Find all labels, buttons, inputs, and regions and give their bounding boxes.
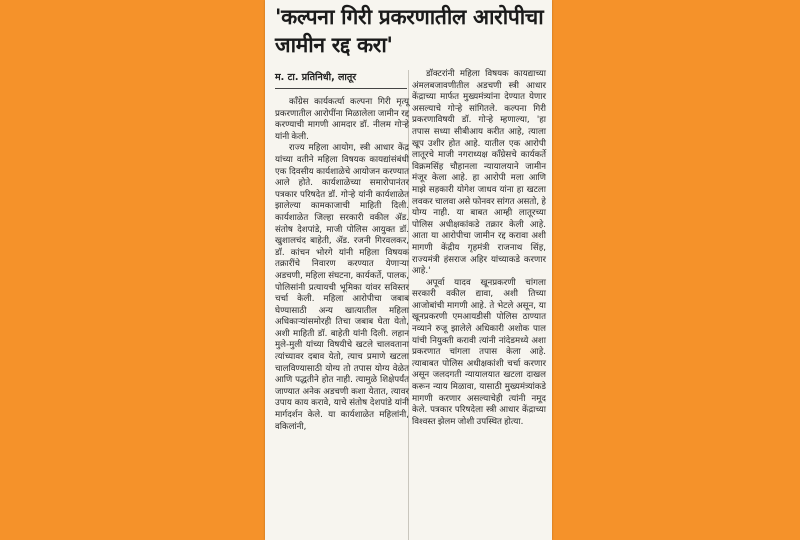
article-column-left bbox=[275, 97, 409, 433]
article-column-right bbox=[412, 69, 546, 428]
newspaper-clipping bbox=[265, 0, 552, 540]
byline-rule bbox=[275, 88, 407, 89]
article-headline: 'कल्पना गिरी प्रकरणातील आरोपीचा जामीन रद्द करा' bbox=[275, 5, 544, 57]
paragraph: अपूर्वा यादव खूनप्रकरणी चांगला सरकारी वकील द्यावा, अशी तिच्या आजोबांची मागणी आहे. ते भेटले असून, या खूनप्रकरणी एमआयडीसी पोलिस ठाण्यात नव्याने रुजू झालेले अधिकारी अशोक पाल यांची नियुक्ती करावी त्यांनी नांदेडमध्ये अशा प्रकरणात चांगला तपास केला आहे. त्याबाबत पोलिस अधीक्षकांशी चर्चा करणार असून जलदगती न्यायालयात खटला दाखल करून न्याय मिळावा, यासाठी मुख्यमंत्र्यांकडे मागणी करणार असल्याचेही त्यांनी नमूद केले. पत्रकार परिषदेला स्त्री आधार केंद्राच्या विश्वस्त झेलम जोशी उपस्थित होत्या. bbox=[412, 277, 546, 427]
paragraph: काँग्रेस कार्यकर्त्या कल्पना गिरी मृत्यू प्रकरणातील आरोपींना मिळालेला जामीन रद्द करण्याची मागणी आमदार डॉ. नीलम गोऱ्हे यांनी केली. bbox=[275, 97, 409, 142]
paragraph: राज्य महिला आयोग, स्त्री आधार केंद्र यांच्या वतीने महिला विषयक कायद्यांसंबंधी एक दिवसीय कार्यशाळेचे आयोजन करण्यात आले होते. कार्यशाळेच्या समारोपानंतर पत्रकार परिषदेत डॉ. गोऱ्हे यांनी कार्यशाळेत झालेल्या कामकाजाची माहिती दिली. कार्यशाळेत जिल्हा सरकारी वकील ॲड. संतोष देशपांडे, माजी पोलिस आयुक्त डॉ. खुशालचंद बाहेती, ॲड. रजनी गिरवलकर, डॉ. कांचन भोरगे यांनी महिला विषयक तक्रारींचे निवारण करण्यात येणाऱ्या अडचणी, महिला संघटना, कार्यकर्ते, पालक, पोलिसांनी प्रत्यायची भूमिका यांवर सविस्तर चर्चा केली. महिला आरोपीचा जबाब घेण्यासाठी अन्य खात्यातील महिला अधिकाऱ्यांसमोरही तिचा जबाब घेता येतो, अशी माहिती डॉ. बाहेती यांनी दिली. लहान मुले-मुली यांच्या विषयीचे खटले चालवताना त्यांच्यावर दबाव येतो, त्याच प्रमाणे खटला चालविण्यासाठी योग्य तो तपास योग्य वेळेत आणि पद्धतीने होत नाही. त्यामुळे शिक्षेपर्यंत जाण्यात अनेक अडचणी कशा येतात, त्यावर उपाय काय करावे, याचे संतोष देशपांडे यांनी मार्गदर्शन केले. या कार्यशाळेत महिलांनी, वकिलांनी, bbox=[275, 143, 409, 432]
article-byline: म. टा. प्रतिनिधी, लातूर bbox=[275, 72, 357, 83]
paragraph: डॉक्टरांनी महिला विषयक कायद्याच्या अंमलबजावणीतील अडचणी स्त्री आधार केंद्राच्या मार्फत मुख्यमंत्र्यांना देण्यात येणार असल्याचे गोऱ्हे सांगितले. कल्पना गिरी प्रकरणाविषयी डॉ. गोऱ्हे म्हणाल्या, 'हा तपास सध्या सीबीआय करीत आहे, त्याला खूप उशीर होत आहे. यातील एक आरोपी लातूरचे माजी नगराध्यक्ष काँग्रेसचे कार्यकर्ते विक्रमसिंह चौहानला न्यायालयाने जामीन मंजूर केला आहे. हा आरोपी मला आणि माझे सहकारी योगेश जाधव यांना हा खटला लवकर चालवा असे फोनवर सांगत असतो, हे योग्य नाही. या बाबत आम्ही लातूरच्या पोलिस अधीक्षकांकडे तक्रार केली आहे. आता या आरोपीचा जामीन रद्द करावा अशी मागणी केंद्रीय गृहमंत्री राजनाथ सिंह, राज्यमंत्री हंसराज अहिर यांच्याकडे करणार आहे.' bbox=[412, 69, 546, 277]
